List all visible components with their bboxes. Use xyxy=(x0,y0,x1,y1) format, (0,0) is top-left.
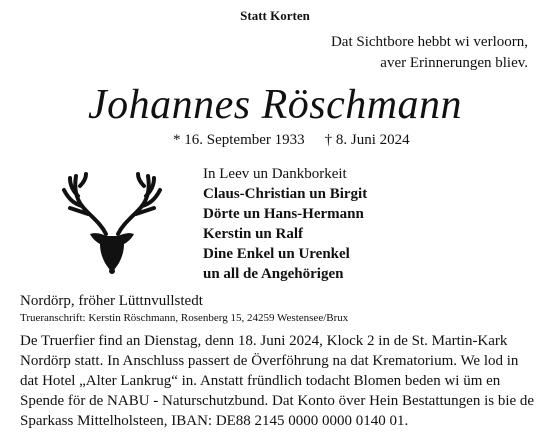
body-line: Sparkass Mittelholsteen, IBAN: DE88 2145 0000 0000 0140 01. xyxy=(20,413,409,429)
location-line: Nordörp, fröher Lüttnvullstedt xyxy=(20,293,203,309)
mourner-name: Claus-Christian un Birgit xyxy=(203,186,368,202)
body-line: dat Hotel „Alter Lankrug“ in. Anstatt fründlich todacht Blomen beden wi üm en xyxy=(20,373,501,389)
body-line: Spende för de NABU - Naturschutzbund. Dat Konto över Hein Bestattungen is bie de xyxy=(20,393,535,409)
body-line: Nordörp statt. In Anschluss passert de Överföhrung na dat Krematorium. We lod in xyxy=(20,353,519,369)
quote-line: aver Erinnerungen bliev. xyxy=(380,55,528,71)
body-line: De Truerfier find an Dienstag, denn 18. Juni 2024, Klock 2 in de St. Martin-Kark xyxy=(20,333,508,349)
mourners-intro: In Leev un Dankborkeit xyxy=(203,166,347,182)
stag-head-icon xyxy=(60,172,164,274)
quote-line: Dat Sichtbore hebbt wi verloorn, xyxy=(330,34,528,50)
funeral-details xyxy=(20,331,535,431)
memorial-quote xyxy=(331,32,528,74)
header-label: Statt Korten xyxy=(240,8,310,23)
mourner-name: Kerstin un Ralf xyxy=(203,226,304,242)
mourner-name: Dörte un Hans-Hermann xyxy=(203,206,364,222)
mourner-name: Dine Enkel un Urenkel xyxy=(203,246,350,262)
death-date: † 8. Juni 2024 xyxy=(324,132,410,148)
mourners-list xyxy=(203,164,367,284)
mourner-name: un all de Angehörigen xyxy=(203,266,344,282)
birth-date: * 16. September 1933 xyxy=(173,132,305,148)
mourning-address: Trueranschrift: Kerstin Röschmann, Rosenberg 15, 24259 Westensee/Brux xyxy=(20,312,349,324)
life-dates xyxy=(173,132,410,149)
deceased-name: Johannes Röschmann xyxy=(87,82,463,128)
